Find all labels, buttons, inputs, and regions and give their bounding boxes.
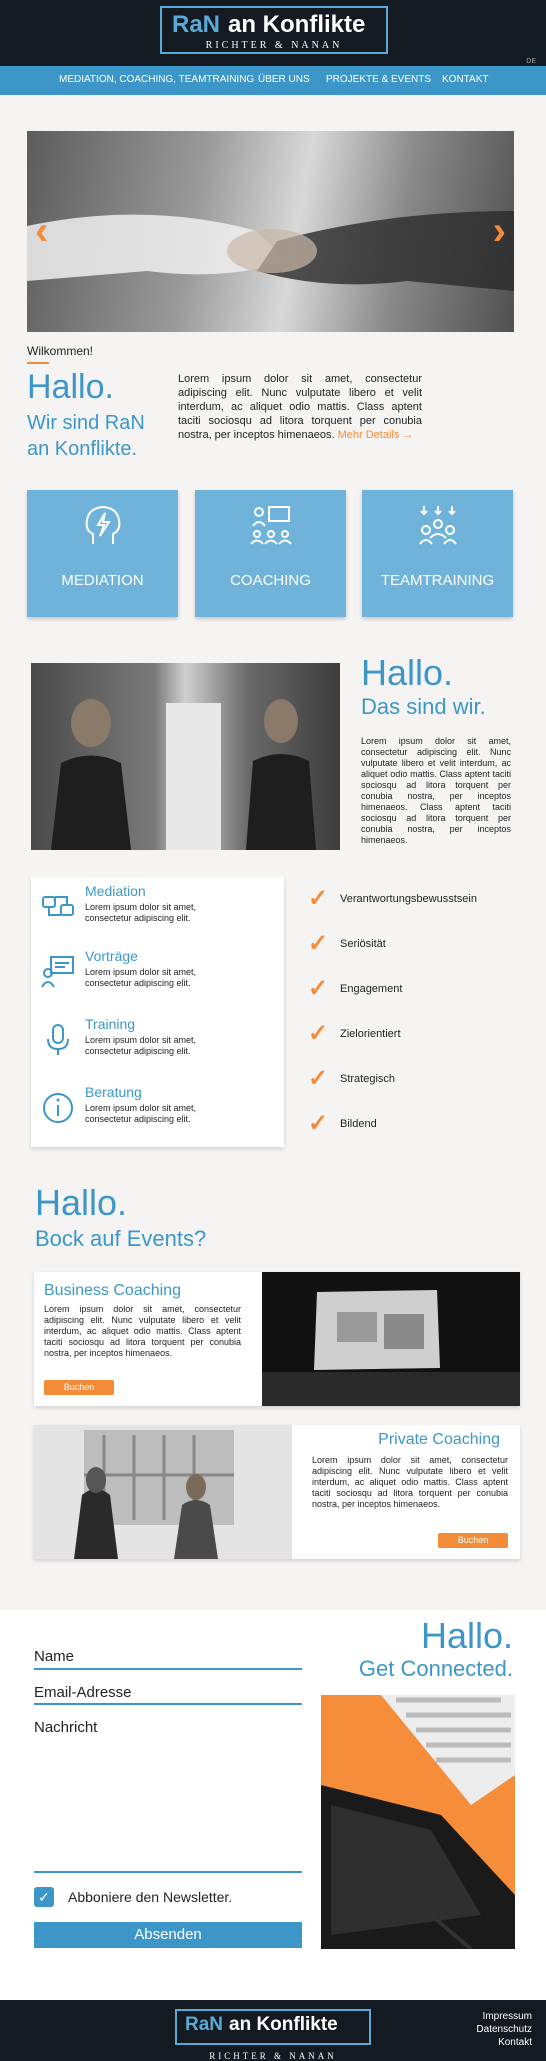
event-text: Lorem ipsum dolor sit amet, consectetur adipiscing elit. Nunc vulputate libero et velit interdum, ac aliquet odio mattis. Class aptent taciti sociosqu ad litora torquent per conubia nostra, per inceptos himenaeos. <box>44 1304 241 1358</box>
book-private-button[interactable]: Buchen <box>438 1533 508 1548</box>
language-switch[interactable]: DE <box>526 58 536 65</box>
event-card-business <box>34 1272 520 1406</box>
footer-links <box>476 2010 532 2049</box>
nav-item-services[interactable]: MEDIATION, COACHING, TEAMTRAINING <box>59 74 255 85</box>
events-subtitle: Bock auf Events? <box>35 1226 207 1251</box>
service-card-coaching[interactable] <box>195 490 346 617</box>
about-text: Lorem ipsum dolor sit amet, consectetur adipiscing elit. Nunc vulputate libero et velit interdum, ac aliquet odio mattis. Class aptent taciti sociosqu ad litora torquent per conubia nostra, per inceptos himenaeos. Class aptent taciti sociosqu ad litora torquent per conubia nostra, per inceptos himenaeos. <box>361 736 511 845</box>
main-nav <box>0 66 546 95</box>
book-business-button[interactable]: Buchen <box>44 1380 114 1395</box>
service-card-mediation[interactable] <box>27 490 178 617</box>
name-field-label: Name <box>34 1648 75 1665</box>
value-item: Verantwortungsbewusstsein <box>340 893 477 905</box>
logo-subtitle: RICHTER & NANAN <box>209 2051 337 2061</box>
value-item: Bildend <box>340 1118 377 1130</box>
footer-logo[interactable] <box>175 2009 371 2061</box>
event-title: Business Coaching <box>44 1282 181 1299</box>
team-photo <box>31 663 340 850</box>
slider-prev-arrow-icon[interactable]: ‹ <box>35 209 49 253</box>
logo[interactable] <box>160 6 388 54</box>
checkmark-icon: ✓ <box>308 1020 329 1047</box>
intro-text: Lorem ipsum dolor sit amet, consectetur adipiscing elit. Nunc vulputate libero et velit interdum, ac aliquet odio mattis. Class aptent taciti sociosqu ad litora torquent per conubia nostra, per inceptos himenaeos. Mehr Details → <box>178 373 422 441</box>
feature-text: Lorem ipsum dolor sit amet, consectetur adipiscing elit. <box>85 967 197 988</box>
event-text: Lorem ipsum dolor sit amet, consectetur adipiscing elit. Nunc vulputate libero et velit interdum, ac aliquet odio mattis. Class aptent taciti sociosqu ad litora torquent per conubia nostra, per inceptos himenaeos. <box>312 1455 508 1509</box>
feature-title: Training <box>85 1016 136 1032</box>
logo-ran-text: RaN <box>172 11 221 38</box>
intro-subtitle: Wir sind RaN an Konflikte. <box>27 412 145 460</box>
checkmark-icon: ✓ <box>308 930 329 957</box>
feature-text: Lorem ipsum dolor sit amet, consectetur adipiscing elit. <box>85 1103 197 1124</box>
intro-hello: Hallo. <box>27 368 114 406</box>
site-header <box>0 0 546 66</box>
checkmark-icon: ✓ <box>308 885 329 912</box>
feature-title: Vorträge <box>85 948 138 964</box>
value-item: Engagement <box>340 983 403 995</box>
desk-photo <box>321 1695 515 1949</box>
feature-title: Beratung <box>85 1084 142 1100</box>
welcome-label: Wilkommen! <box>27 344 94 358</box>
email-input[interactable] <box>34 1703 302 1705</box>
team-arrows-icon <box>416 504 460 546</box>
feature-text: Lorem ipsum dolor sit amet, consectetur adipiscing elit. <box>85 1035 197 1056</box>
more-details-link[interactable]: Mehr Details → <box>337 429 414 441</box>
service-label: MEDIATION <box>61 572 144 589</box>
service-card-teamtraining[interactable] <box>362 490 513 617</box>
intro-text-block <box>178 372 422 442</box>
footer-link-datenschutz[interactable]: Datenschutz <box>476 2024 532 2035</box>
submit-button[interactable]: Absenden <box>34 1922 302 1948</box>
presentation-icon <box>41 955 75 989</box>
value-item: Seriösität <box>340 938 386 950</box>
footer-link-impressum[interactable]: Impressum <box>482 2011 532 2022</box>
nav-item-projects[interactable]: PROJEKTE & EVENTS <box>326 74 432 85</box>
message-textarea[interactable] <box>34 1740 302 1873</box>
service-label: COACHING <box>230 572 311 589</box>
about-hello: Hallo. <box>361 652 454 693</box>
logo-subtitle: RICHTER & NANAN <box>205 40 343 51</box>
nav-item-about[interactable]: ÜBER UNS <box>258 74 310 85</box>
welcome-underline <box>27 362 49 364</box>
message-field-label: Nachricht <box>34 1719 98 1736</box>
hero-slider <box>27 131 514 332</box>
features-card <box>31 877 284 1147</box>
mediation-icon <box>41 891 75 921</box>
site-footer <box>0 2000 546 2061</box>
logo-ran-text: RaN <box>185 2014 224 2035</box>
checkmark-icon: ✓ <box>308 1065 329 1092</box>
meeting-photo <box>34 1425 292 1559</box>
checkmark-icon: ✓ <box>308 1110 329 1137</box>
value-item: Zielorientiert <box>340 1028 401 1040</box>
feature-text: Lorem ipsum dolor sit amet, consectetur adipiscing elit. <box>85 902 197 923</box>
info-icon <box>41 1091 75 1125</box>
newsletter-label: Abboniere den Newsletter. <box>68 1889 233 1905</box>
slider-next-arrow-icon[interactable]: › <box>492 209 506 253</box>
contact-hello: Hallo. <box>420 1615 513 1656</box>
logo-main-text: an Konflikte <box>228 11 366 38</box>
events-hello: Hallo. <box>35 1182 128 1223</box>
newsletter-checkbox[interactable]: ✓ <box>34 1887 54 1907</box>
event-card-private <box>34 1425 520 1559</box>
checkmark-icon: ✓ <box>308 975 329 1002</box>
footer-link-kontakt[interactable]: Kontakt <box>498 2037 532 2048</box>
handshake-image <box>27 131 514 332</box>
service-label: TEAMTRAINING <box>380 572 495 589</box>
email-field-label: Email-Adresse <box>34 1684 132 1701</box>
about-subtitle: Das sind wir. <box>361 694 486 719</box>
conference-photo <box>262 1272 520 1406</box>
microphone-icon <box>41 1023 75 1057</box>
feature-title: Mediation <box>85 883 146 899</box>
name-input[interactable] <box>34 1668 302 1670</box>
contact-subtitle: Get Connected. <box>358 1656 513 1681</box>
value-item: Strategisch <box>340 1073 396 1085</box>
presenter-group-icon <box>249 504 293 546</box>
head-lightning-icon <box>83 504 123 546</box>
event-title: Private Coaching <box>378 1431 500 1448</box>
logo-main-text: an Konflikte <box>229 2014 338 2035</box>
nav-item-contact[interactable]: KONTAKT <box>442 74 489 85</box>
